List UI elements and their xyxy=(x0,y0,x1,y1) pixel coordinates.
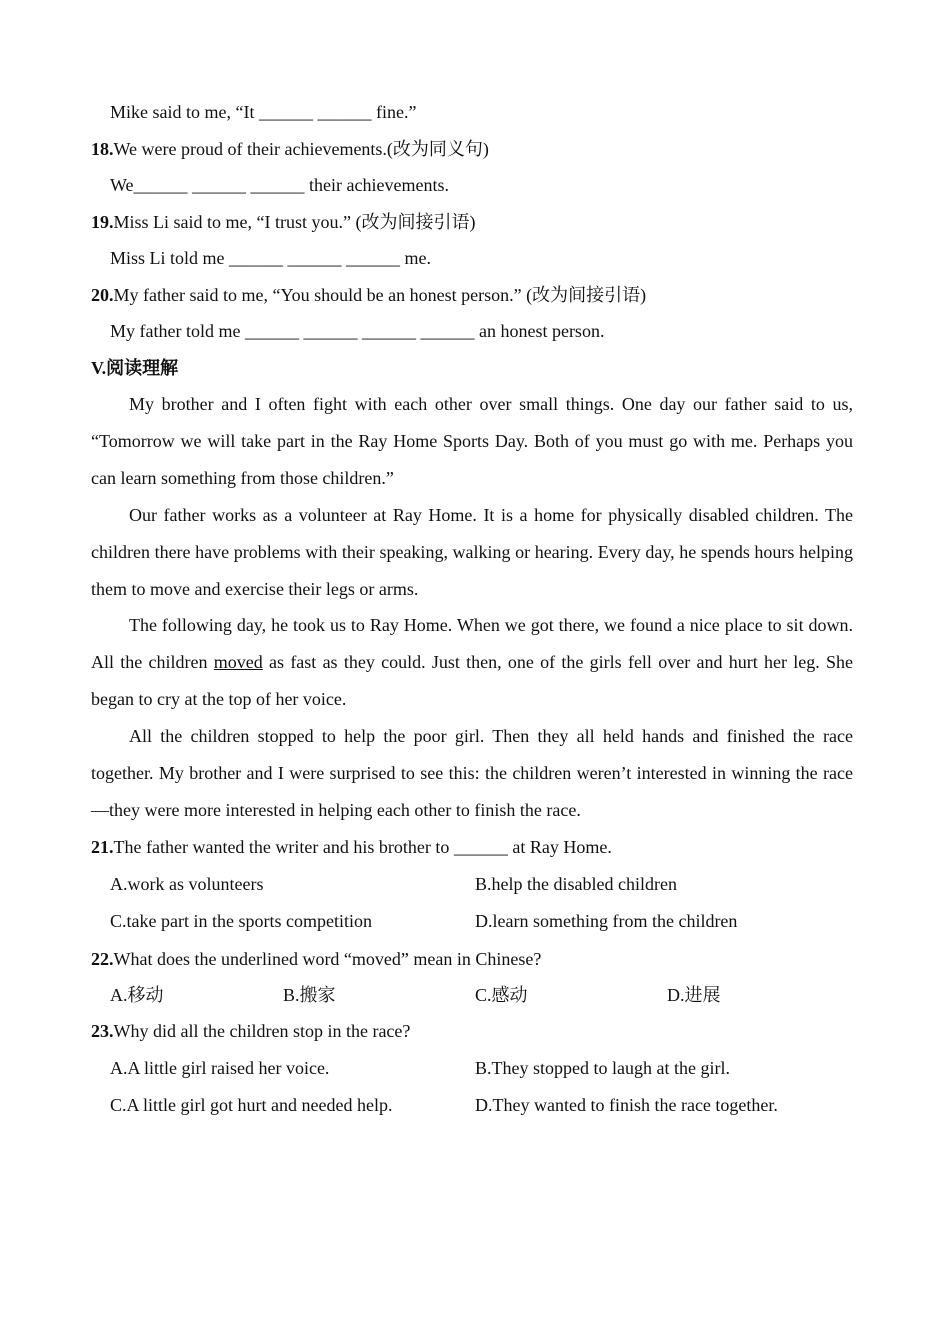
q22-option-c[interactable]: C.感动 xyxy=(475,985,528,1005)
q22-option-d[interactable]: D.进展 xyxy=(667,985,721,1005)
q23-question xyxy=(91,1020,410,1042)
underlined-word: moved xyxy=(213,652,263,672)
q19-text: Miss Li said to me, “I trust you.” (改为间接引语) xyxy=(113,212,476,232)
q20-question xyxy=(91,284,646,306)
q19-number: 19. xyxy=(91,212,114,232)
q20-answer-line: My father told me ______ ______ ______ ______ an honest person. xyxy=(110,321,605,341)
q23-option-a[interactable]: A.A little girl raised her voice. xyxy=(110,1058,330,1078)
q23-number: 23. xyxy=(91,1021,114,1041)
q22-number: 22. xyxy=(91,949,114,969)
q22-text: What does the underlined word “moved” mean in Chinese? xyxy=(113,949,542,969)
q20-text: My father said to me, “You should be an honest person.” (改为间接引语) xyxy=(113,285,647,305)
q22-option-a[interactable]: A.移动 xyxy=(110,985,164,1005)
q23-text: Why did all the children stop in the race? xyxy=(113,1021,411,1041)
passage-paragraph-1: My brother and I often fight with each other over small things. One day our father said to us, “Tomorrow we will take part in the Ray Home Sports Day. Both of you must go with me. Perhaps you can learn something from those children.” xyxy=(91,394,853,488)
q19-answer-line: Miss Li told me ______ ______ ______ me. xyxy=(110,248,431,268)
q19-question xyxy=(91,211,475,233)
p3-before: The following day, he took us to Ray Home. When we got there, we found a nice place to sit down. All the children xyxy=(91,615,853,672)
p3-after: as fast as they could. Just then, one of the girls fell over and hurt her leg. She began to cry at the top of her voice. xyxy=(91,652,853,709)
q21-text: The father wanted the writer and his brother to ______ at Ray Home. xyxy=(113,837,612,857)
q18-text: We were proud of their achievements.(改为同义句) xyxy=(113,139,489,159)
q22-option-b[interactable]: B.搬家 xyxy=(283,985,336,1005)
q21-option-c[interactable]: C.take part in the sports competition xyxy=(110,911,372,931)
q18-answer-line: We______ ______ ______ their achievements. xyxy=(110,175,449,195)
q20-number: 20. xyxy=(91,285,114,305)
q22-question xyxy=(91,948,541,970)
q18-question xyxy=(91,138,489,160)
q17-answer-line: Mike said to me, “It ______ ______ fine.” xyxy=(110,102,417,122)
passage-paragraph-4: All the children stopped to help the poor girl. Then they all held hands and finished the race together. My brother and I were surprised to see this: the children weren’t interested in winning the race—they were more interested in helping each other to finish the race. xyxy=(91,726,853,820)
section-heading: V.阅读理解 xyxy=(91,358,179,378)
q21-option-d[interactable]: D.learn something from the children xyxy=(475,911,738,931)
q18-number: 18. xyxy=(91,139,114,159)
q21-option-b[interactable]: B.help the disabled children xyxy=(475,874,677,894)
q21-number: 21. xyxy=(91,837,114,857)
q21-question xyxy=(91,836,612,858)
q23-option-d[interactable]: D.They wanted to finish the race together. xyxy=(475,1095,778,1115)
q21-option-a[interactable]: A.work as volunteers xyxy=(110,874,264,894)
q23-option-b[interactable]: B.They stopped to laugh at the girl. xyxy=(475,1058,730,1078)
passage-paragraph-3 xyxy=(91,607,853,718)
passage-paragraph-2: Our father works as a volunteer at Ray Home. It is a home for physically disabled children. The children there have problems with their speaking, walking or hearing. Every day, he spends hours helping them to move and exercise their legs or arms. xyxy=(91,505,853,599)
q23-option-c[interactable]: C.A little girl got hurt and needed help. xyxy=(110,1095,393,1115)
